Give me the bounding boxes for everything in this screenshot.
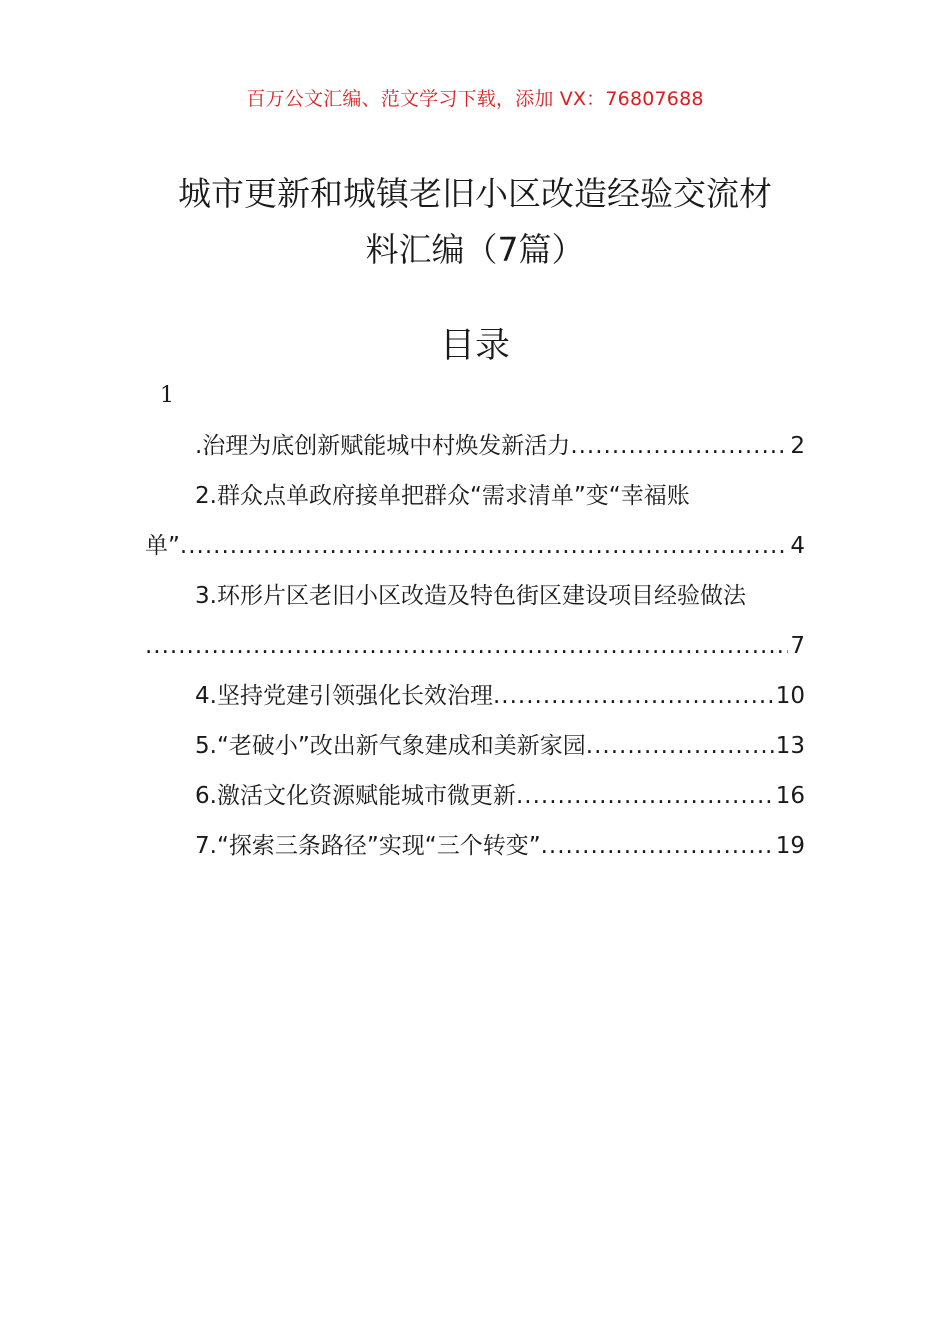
header-watermark-note: 百万公文汇编、范文学习下载，添加 VX：76807688 bbox=[246, 88, 704, 110]
toc-entry-2[interactable] bbox=[145, 471, 805, 571]
toc-dot-leader bbox=[570, 421, 788, 471]
toc-entry-page: 19 bbox=[775, 833, 805, 859]
toc-dot-leader bbox=[180, 521, 788, 571]
document-title-line-1: 城市更新和城镇老旧小区改造经验交流材 bbox=[178, 174, 772, 213]
stray-number: 1 bbox=[160, 383, 174, 408]
toc-dot-leader bbox=[541, 821, 774, 871]
toc-dot-leader bbox=[493, 671, 774, 721]
toc-entry-page: 16 bbox=[775, 783, 805, 809]
toc-entry-1[interactable] bbox=[145, 421, 805, 471]
toc-entry-page: 2 bbox=[790, 433, 805, 459]
toc-entry-page: 4 bbox=[790, 533, 805, 559]
toc-heading: 目录 bbox=[439, 326, 510, 366]
toc-dot-leader bbox=[516, 771, 774, 821]
toc-entry-title: 5.“老破小”改出新气象建成和美新家园 bbox=[195, 733, 586, 759]
toc-entry-title: 3.环形片区老旧小区改造及特色街区建设项目经验做法 bbox=[195, 583, 746, 609]
toc-entry-title: 4.坚持党建引领强化长效治理 bbox=[195, 683, 493, 709]
table-of-contents bbox=[145, 421, 805, 871]
toc-dot-leader bbox=[586, 721, 774, 771]
toc-entry-page: 7 bbox=[790, 633, 805, 659]
toc-dot-leader bbox=[145, 621, 788, 671]
toc-entry-title-continued: 单” bbox=[145, 533, 180, 559]
toc-entry-title: .治理为底创新赋能城中村焕发新活力 bbox=[195, 433, 571, 459]
toc-entry-title: 6.激活文化资源赋能城市微更新 bbox=[195, 783, 516, 809]
toc-entry-page: 10 bbox=[775, 683, 805, 709]
toc-entry-6[interactable] bbox=[145, 771, 805, 821]
document-title-line-2: 料汇编（7篇） bbox=[365, 230, 585, 269]
toc-entry-title: 2.群众点单政府接单把群众“需求清单”变“幸福账 bbox=[195, 483, 690, 509]
toc-entry-title: 7.“探索三条路径”实现“三个转变” bbox=[195, 833, 541, 859]
document-title bbox=[145, 166, 805, 278]
toc-entry-4[interactable] bbox=[145, 671, 805, 721]
toc-entry-5[interactable] bbox=[145, 721, 805, 771]
toc-entry-page: 13 bbox=[775, 733, 805, 759]
toc-entry-3[interactable] bbox=[145, 571, 805, 671]
toc-entry-7[interactable] bbox=[145, 821, 805, 871]
